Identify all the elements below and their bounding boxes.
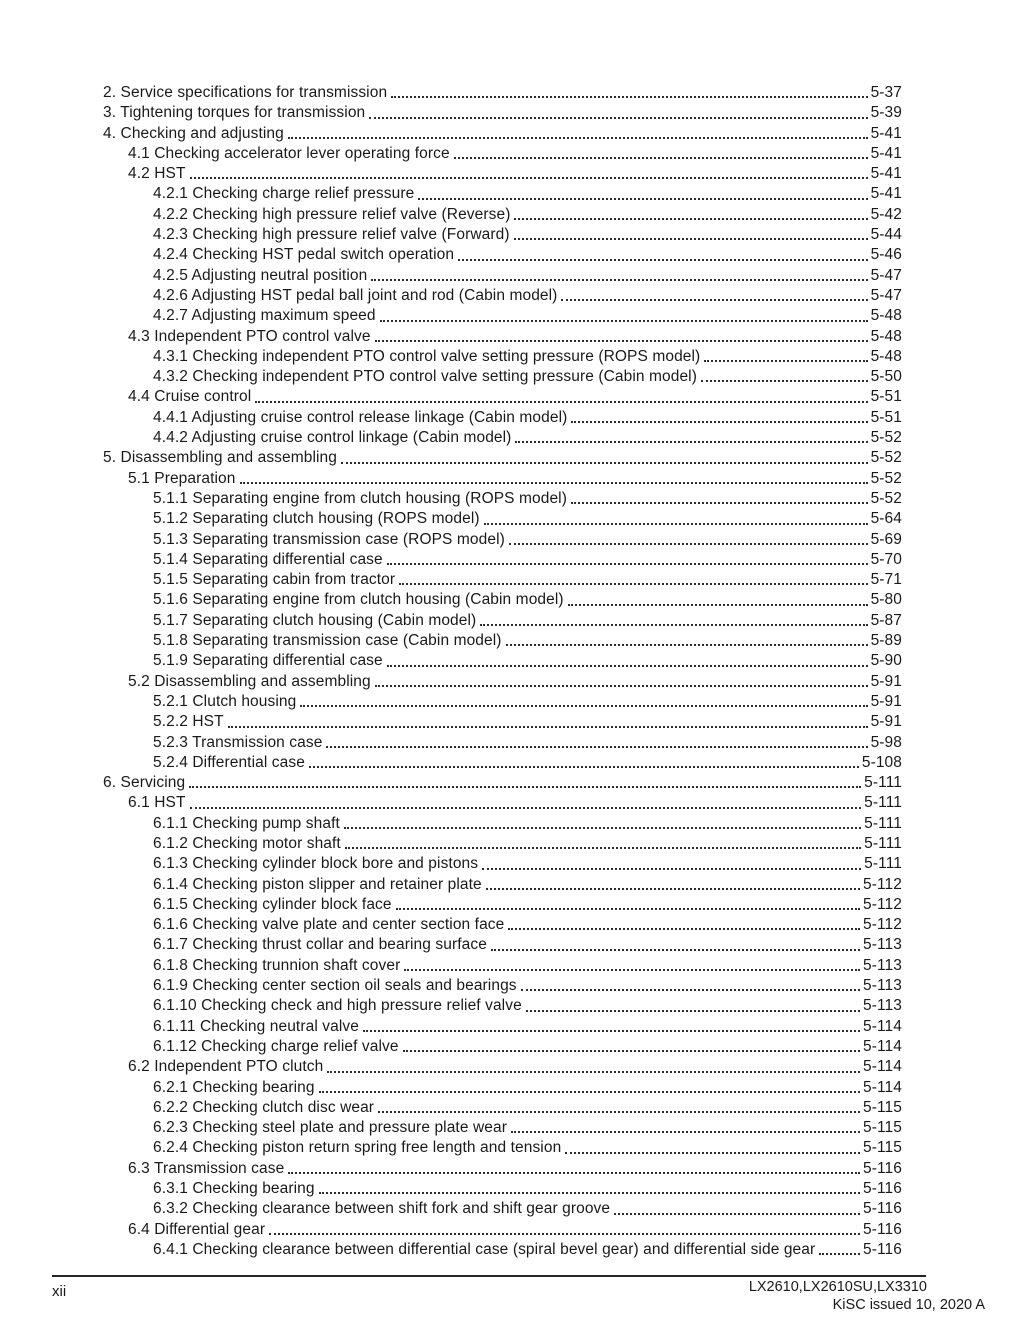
toc-entry-title: 5.2.2 HST	[153, 713, 224, 731]
dot-leader	[190, 164, 868, 179]
toc-entry	[103, 164, 902, 184]
dot-leader	[327, 1057, 860, 1072]
toc-entry-page: 5-47	[870, 266, 902, 284]
dot-leader	[255, 387, 867, 402]
toc-entry-title: 6.2.2 Checking clutch disc wear	[153, 1098, 375, 1116]
dot-leader	[240, 469, 868, 484]
dot-leader	[369, 103, 867, 118]
toc-entry-page: 5-111	[864, 814, 902, 832]
toc-entry	[103, 184, 902, 204]
toc-entry	[103, 834, 902, 854]
toc-entry-page: 5-113	[863, 997, 902, 1015]
toc-entry-title: 5.1.9 Separating differential case	[153, 652, 383, 670]
toc-entry-page: 5-113	[863, 956, 902, 974]
toc-entry	[103, 428, 902, 448]
toc-entry-page: 5-71	[870, 571, 902, 589]
toc-entry	[103, 651, 902, 671]
dot-leader	[521, 976, 860, 991]
toc-entry-page: 5-114	[863, 1037, 902, 1055]
dot-leader	[375, 327, 868, 342]
toc-entry-title: 6.2.3 Checking steel plate and pressure plate wear	[153, 1119, 507, 1137]
toc-entry-page: 5-98	[870, 733, 902, 751]
toc-entry-page: 5-52	[870, 469, 902, 487]
dot-leader	[345, 834, 861, 849]
toc-entry-title: 6.1.10 Checking check and high pressure relief valve	[153, 997, 522, 1015]
toc-entry-title: 4.3 Independent PTO control valve	[128, 327, 371, 345]
toc-entry-page: 5-42	[870, 205, 902, 223]
dot-leader	[288, 124, 868, 139]
toc-entry-title: 4.1 Checking accelerator lever operating force	[128, 144, 450, 162]
toc-entry-page: 5-114	[863, 1017, 902, 1035]
footer-divider	[52, 1275, 926, 1277]
toc-entry-title: 6. Servicing	[103, 774, 186, 792]
toc-entry-page: 5-111	[864, 855, 902, 873]
toc-entry-page: 5-89	[870, 632, 902, 650]
toc-entry-title: 6.4.1 Checking clearance between differential case (spiral bevel gear) and differential side gear	[153, 1240, 816, 1258]
dot-leader	[511, 1118, 860, 1133]
toc-entry-page: 5-46	[870, 246, 902, 264]
toc-entry	[103, 915, 902, 935]
toc-entry	[103, 266, 902, 286]
toc-entry-title: 6.1.12 Checking charge relief valve	[153, 1037, 399, 1055]
toc-entry-title: 4.4.2 Adjusting cruise control linkage (Cabin model)	[153, 429, 512, 447]
toc-entry-page: 5-41	[870, 185, 902, 203]
toc-entry	[103, 611, 902, 631]
toc-entry	[103, 1057, 902, 1077]
toc-entry-page: 5-114	[863, 1058, 902, 1076]
toc-entry-title: 4.2.1 Checking charge relief pressure	[153, 185, 415, 203]
toc-entry-title: 5.1 Preparation	[128, 469, 236, 487]
dot-leader	[418, 184, 867, 199]
dot-leader	[396, 895, 860, 910]
toc-entry-page: 5-64	[870, 510, 902, 528]
toc-entry-title: 6.1.6 Checking valve plate and center section face	[153, 916, 505, 934]
dot-leader	[404, 956, 860, 971]
toc-entry-title: 5.1.2 Separating clutch housing (ROPS model)	[153, 510, 480, 528]
toc-entry	[103, 996, 902, 1016]
dot-leader	[565, 1138, 860, 1153]
toc-entry-page: 5-108	[861, 753, 902, 771]
toc-entry-title: 4.4 Cruise control	[128, 388, 252, 406]
toc-entry	[103, 387, 902, 407]
toc-entry	[103, 692, 902, 712]
dot-leader	[319, 1179, 860, 1194]
dot-leader	[571, 408, 867, 423]
toc-entry	[103, 306, 902, 326]
toc-entry-title: 2. Service specifications for transmission	[103, 84, 388, 101]
toc-entry	[103, 1159, 902, 1179]
toc-entry-title: 6.1.5 Checking cylinder block face	[153, 895, 392, 913]
toc-entry-title: 5.1.8 Separating transmission case (Cabin model)	[153, 632, 502, 650]
dot-leader	[380, 306, 868, 321]
dot-leader	[341, 448, 868, 463]
toc-entry	[103, 1118, 902, 1138]
dot-leader	[568, 590, 868, 605]
toc-entry-title: 6.2.4 Checking piston return spring free length and tension	[153, 1139, 562, 1157]
dot-leader	[326, 733, 867, 748]
toc-entry-title: 4.4.1 Adjusting cruise control release linkage (Cabin model)	[153, 408, 568, 426]
dot-leader	[701, 367, 868, 382]
dot-leader	[526, 996, 860, 1011]
toc-entry-page: 5-51	[870, 408, 902, 426]
toc-entry-title: 6.1.8 Checking trunnion shaft cover	[153, 956, 401, 974]
toc-entry-title: 6.2 Independent PTO clutch	[128, 1058, 324, 1076]
dot-leader	[506, 631, 868, 646]
toc-entry-title: 6.1.4 Checking piston slipper and retainer plate	[153, 875, 482, 893]
toc-entry-title: 4.2.5 Adjusting neutral position	[153, 266, 368, 284]
dot-leader	[391, 83, 867, 98]
toc-entry-title: 4.2.2 Checking high pressure relief valve (Reverse)	[153, 205, 511, 223]
toc-entry-page: 5-91	[870, 672, 902, 690]
toc-entry-page: 5-111	[864, 834, 902, 852]
toc-entry-page: 5-115	[863, 1119, 902, 1137]
toc-entry-title: 5.2.1 Clutch housing	[153, 692, 297, 710]
toc-entry	[103, 590, 902, 610]
toc-entry-title: 4.2.6 Adjusting HST pedal ball joint and rod (Cabin model)	[153, 286, 558, 304]
toc-entry	[103, 976, 902, 996]
toc-entry-title: 6.1.7 Checking thrust collar and bearing surface	[153, 936, 487, 954]
toc-entry	[103, 245, 902, 265]
dot-leader	[403, 1037, 860, 1052]
toc-entry	[103, 956, 902, 976]
toc-entry-title: 6.4 Differential gear	[128, 1220, 266, 1238]
toc-entry-page: 5-80	[870, 591, 902, 609]
dot-leader	[378, 1098, 860, 1113]
dot-leader	[190, 793, 862, 808]
toc-entry-page: 5-112	[863, 895, 902, 913]
toc-entry	[103, 753, 902, 773]
toc-entry-title: 4.2 HST	[128, 165, 186, 183]
dot-leader	[509, 530, 868, 545]
dot-leader	[484, 509, 868, 524]
toc-entry-title: 4.3.2 Checking independent PTO control valve setting pressure (Cabin model)	[153, 368, 697, 386]
toc-entry-page: 5-44	[870, 226, 902, 244]
toc-entry-title: 3. Tightening torques for transmission	[103, 104, 366, 122]
dot-leader	[482, 854, 861, 869]
toc-entry-page: 5-51	[870, 388, 902, 406]
dot-leader	[480, 611, 867, 626]
toc-entry-title: 5.2.3 Transmission case	[153, 733, 323, 751]
toc-entry	[103, 205, 902, 225]
toc-entry	[103, 327, 902, 347]
toc-entry	[103, 509, 902, 529]
toc-entry-page: 5-116	[863, 1240, 902, 1258]
toc-entry-title: 6.2.1 Checking bearing	[153, 1078, 315, 1096]
toc-entry-title: 4.3.1 Checking independent PTO control valve setting pressure (ROPS model)	[153, 347, 701, 365]
dot-leader	[309, 753, 859, 768]
toc-entry-title: 6.1.9 Checking center section oil seals and bearings	[153, 977, 517, 995]
toc-entry-title: 6.3.1 Checking bearing	[153, 1180, 315, 1198]
dot-leader	[454, 144, 868, 159]
toc-entry-page: 5-52	[870, 489, 902, 507]
toc-entry-page: 5-116	[863, 1159, 902, 1177]
toc-entry	[103, 103, 902, 123]
toc-entry-page: 5-116	[863, 1220, 902, 1238]
toc-entry	[103, 286, 902, 306]
toc-entry-title: 6.1 HST	[128, 794, 186, 812]
toc-entry-page: 5-113	[863, 936, 902, 954]
toc-entry-page: 5-112	[863, 916, 902, 934]
toc-entry-page: 5-115	[863, 1098, 902, 1116]
toc-entry	[103, 1240, 902, 1260]
dot-leader	[228, 712, 868, 727]
toc-entry-page: 5-69	[870, 530, 902, 548]
toc-entry-page: 5-114	[863, 1078, 902, 1096]
toc-entry-page: 5-39	[870, 104, 902, 122]
toc-entry-title: 6.1.1 Checking pump shaft	[153, 814, 340, 832]
toc-entry	[103, 367, 902, 387]
dot-leader	[344, 814, 861, 829]
toc-entry-page: 5-48	[870, 347, 902, 365]
toc-entry-title: 5.1.5 Separating cabin from tractor	[153, 571, 396, 589]
toc-entry	[103, 448, 902, 468]
toc-entry-title: 4.2.4 Checking HST pedal switch operation	[153, 246, 455, 264]
toc-list	[103, 83, 902, 1260]
toc-entry-page: 5-70	[870, 550, 902, 568]
toc-entry	[103, 1098, 902, 1118]
toc-entry	[103, 1078, 902, 1098]
toc-entry-title: 6.1.11 Checking neutral valve	[153, 1017, 359, 1035]
toc-entry-page: 5-50	[870, 368, 902, 386]
toc-entry-page: 5-91	[870, 713, 902, 731]
toc-entry-title: 5. Disassembling and assembling	[103, 449, 337, 467]
dot-leader	[491, 935, 860, 950]
toc-entry-title: 5.1.1 Separating engine from clutch housing (ROPS model)	[153, 489, 567, 507]
toc-entry-page: 5-113	[863, 977, 902, 995]
toc-entry-page: 5-116	[863, 1180, 902, 1198]
dot-leader	[399, 570, 867, 585]
toc-entry	[103, 1199, 902, 1219]
toc-entry-page: 5-91	[870, 692, 902, 710]
dot-leader	[319, 1078, 860, 1093]
footer-issue-text: KiSC issued 10, 2020 A	[832, 1297, 985, 1313]
toc-entry-page: 5-111	[864, 794, 902, 812]
toc-entry	[103, 1220, 902, 1240]
toc-entry	[103, 225, 902, 245]
toc-entry-title: 4. Checking and adjusting	[103, 124, 284, 142]
toc-entry-title: 6.3.2 Checking clearance between shift fork and shift gear groove	[153, 1200, 611, 1218]
toc-entry-page: 5-37	[870, 84, 902, 101]
toc-entry	[103, 347, 902, 367]
dot-leader	[508, 915, 860, 930]
toc-entry-page: 5-41	[870, 124, 902, 142]
dot-leader	[819, 1240, 860, 1255]
toc-entry-page: 5-47	[870, 286, 902, 304]
toc-entry-title: 6.3 Transmission case	[128, 1159, 285, 1177]
toc-entry	[103, 408, 902, 428]
toc-entry-page: 5-115	[863, 1139, 902, 1157]
toc-entry-page: 5-52	[870, 429, 902, 447]
dot-leader	[514, 205, 867, 220]
toc-entry	[103, 550, 902, 570]
toc-entry-page: 5-116	[863, 1200, 902, 1218]
toc-entry	[103, 124, 902, 144]
toc-entry	[103, 935, 902, 955]
toc-entry-page: 5-48	[870, 307, 902, 325]
toc-entry-title: 5.2 Disassembling and assembling	[128, 672, 371, 690]
toc-entry-title: 4.2.3 Checking high pressure relief valve (Forward)	[153, 226, 510, 244]
toc-entry-page: 5-41	[870, 144, 902, 162]
toc-entry-title: 5.1.4 Separating differential case	[153, 550, 383, 568]
dot-leader	[561, 286, 867, 301]
toc-entry	[103, 83, 902, 103]
toc-entry-page: 5-90	[870, 652, 902, 670]
footer-model-text: LX2610,LX2610SU,LX3310	[748, 1279, 927, 1295]
dot-leader	[387, 651, 868, 666]
toc-entry	[103, 793, 902, 813]
toc-entry	[103, 489, 902, 509]
dot-leader	[363, 1017, 860, 1032]
toc-entry	[103, 1037, 902, 1057]
toc-entry	[103, 1138, 902, 1158]
toc-entry-page: 5-52	[870, 449, 902, 467]
toc-entry-page: 5-41	[870, 165, 902, 183]
toc-entry	[103, 469, 902, 489]
dot-leader	[571, 489, 868, 504]
dot-leader	[300, 692, 867, 707]
toc-entry-title: 5.1.7 Separating clutch housing (Cabin model)	[153, 611, 477, 629]
toc-entry-page: 5-48	[870, 327, 902, 345]
toc-entry-title: 5.1.6 Separating engine from clutch housing (Cabin model)	[153, 591, 564, 609]
dot-leader	[514, 225, 868, 240]
toc-entry	[103, 672, 902, 692]
dot-leader	[387, 550, 868, 565]
toc-entry	[103, 875, 902, 895]
dot-leader	[189, 773, 861, 788]
toc-entry-page: 5-112	[863, 875, 902, 893]
toc-entry-page: 5-87	[870, 611, 902, 629]
toc-entry-title: 5.1.3 Separating transmission case (ROPS model)	[153, 530, 505, 548]
dot-leader	[486, 875, 860, 890]
toc-entry	[103, 773, 902, 793]
toc-entry-page: 5-111	[864, 774, 902, 792]
toc-entry-title: 4.2.7 Adjusting maximum speed	[153, 307, 376, 325]
dot-leader	[375, 672, 868, 687]
toc-entry	[103, 733, 902, 753]
dot-leader	[288, 1159, 860, 1174]
dot-leader	[371, 266, 867, 281]
toc-entry	[103, 895, 902, 915]
dot-leader	[614, 1199, 860, 1214]
toc-entry-title: 5.2.4 Differential case	[153, 753, 305, 771]
dot-leader	[515, 428, 867, 443]
dot-leader	[458, 245, 867, 260]
toc-entry-title: 6.1.2 Checking motor shaft	[153, 834, 341, 852]
footer-page-number: xii	[52, 1283, 67, 1300]
toc-entry	[103, 530, 902, 550]
dot-leader	[269, 1220, 860, 1235]
toc-entry	[103, 144, 902, 164]
toc-entry	[103, 1179, 902, 1199]
dot-leader	[704, 347, 867, 362]
toc-entry-title: 6.1.3 Checking cylinder block bore and pistons	[153, 855, 479, 873]
toc-entry	[103, 854, 902, 874]
toc-entry	[103, 712, 902, 732]
toc-entry	[103, 814, 902, 834]
toc-entry	[103, 570, 902, 590]
toc-entry	[103, 631, 902, 651]
toc-entry	[103, 1017, 902, 1037]
